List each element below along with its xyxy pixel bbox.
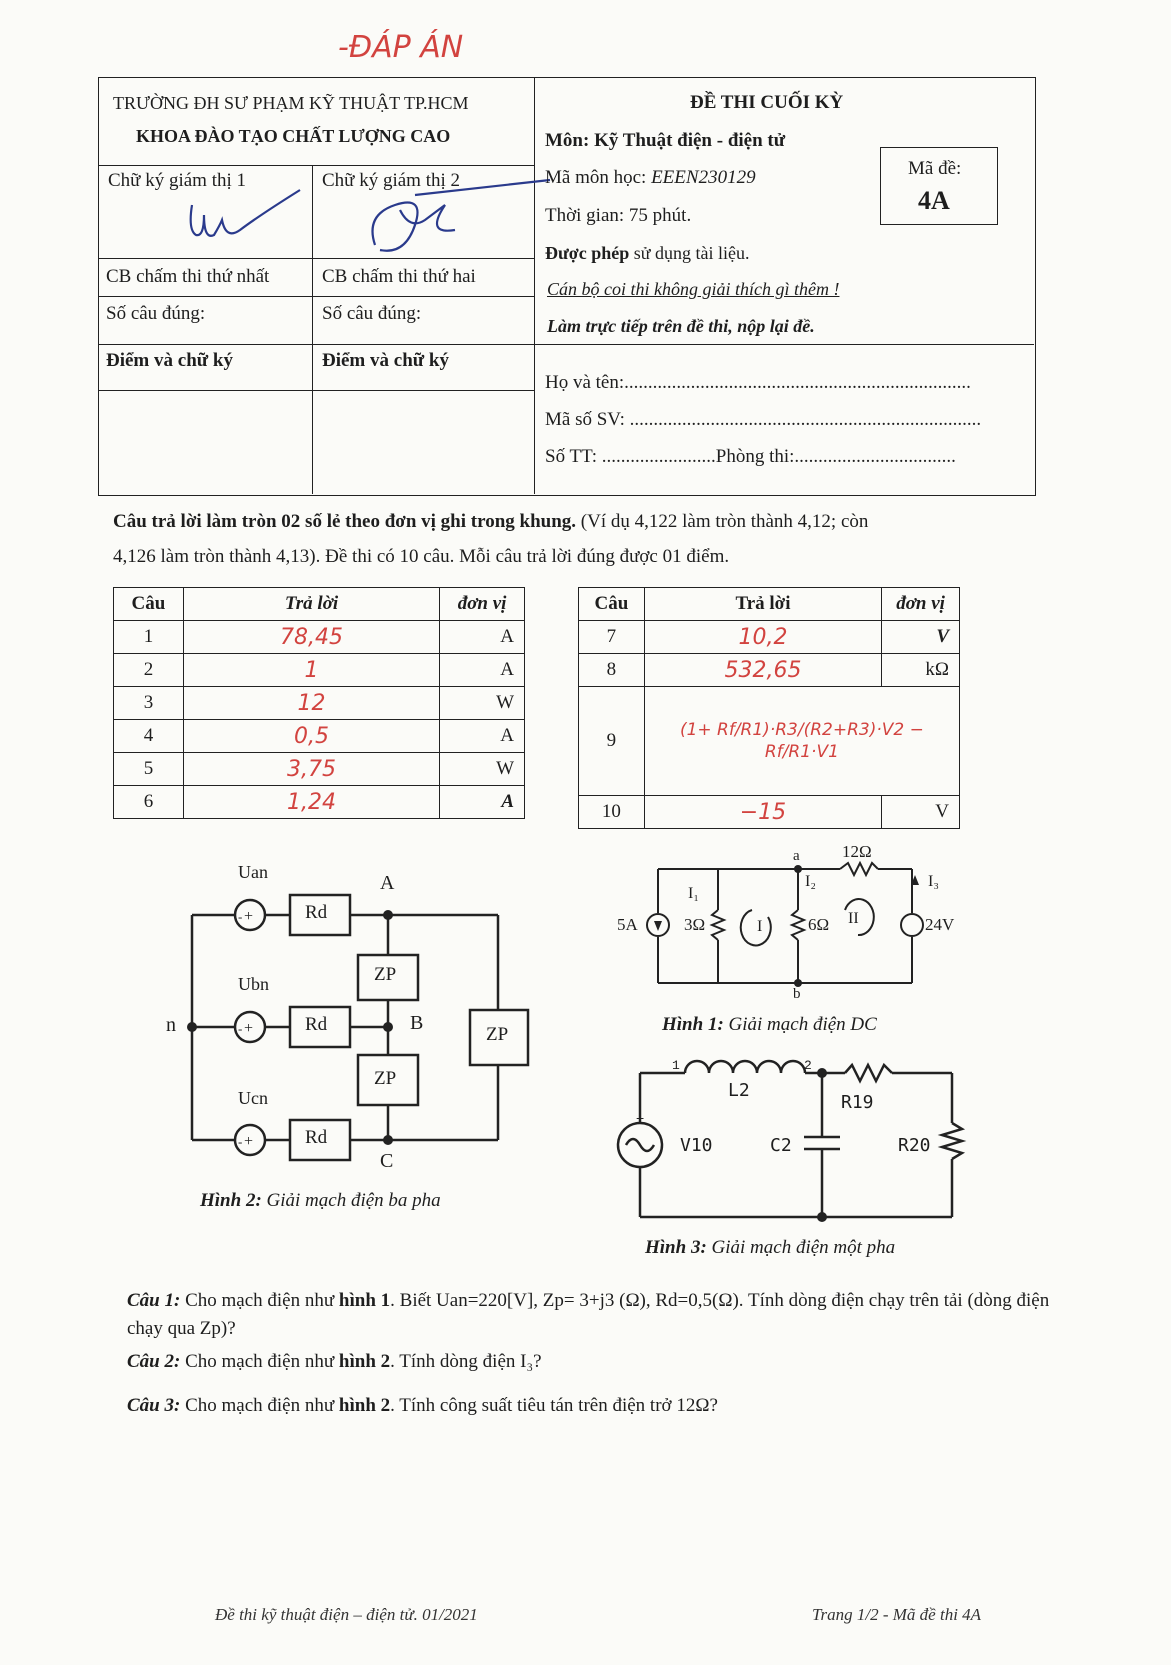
answer-value: 3,75 [183, 753, 439, 786]
q-number: 2 [114, 654, 184, 687]
fig3-node2: 2 [804, 1058, 812, 1073]
footer-left: Đề thi kỹ thuật điện – điện tử. 01/2021 [215, 1605, 478, 1624]
answer-value: 1 [183, 654, 439, 687]
q-number: 8 [579, 654, 645, 687]
fig3-l2: L2 [728, 1080, 750, 1101]
q-number: 3 [114, 687, 184, 720]
exam-code: 4A [918, 186, 950, 215]
proctor1-label: Chữ ký giám thị 1 [108, 170, 247, 191]
col-answer: Trả lời [644, 588, 881, 621]
q-number: 10 [579, 796, 645, 829]
allowed-rest: sử dụng tài liệu. [629, 243, 750, 263]
fig2-caption-text: Giải mạch điện ba pha [261, 1190, 441, 1211]
instructions-line-2: 4,126 làm tròn thành 4,13). Đề thi có 10 câu. Mỗi câu trả lời đúng được 01 điểm. [113, 546, 730, 567]
figure-3-single-phase-circuit [600, 1055, 990, 1235]
table-row [114, 687, 525, 720]
footer-right: Trang 1/2 - Mã đề thi 4A [812, 1605, 982, 1624]
student-name-line: Họ và tên:......................................................................... [545, 372, 971, 393]
answer-key-annotation: -ĐÁP ÁN [338, 30, 464, 65]
fig3-node1: 1 [672, 1058, 680, 1073]
col-question: Câu [114, 588, 184, 621]
question-ref: hình 2 [338, 1351, 391, 1372]
fig2-caption-bold: Hình 2: [200, 1190, 262, 1211]
school-name: TRƯỜNG ĐH SƯ PHẠM KỸ THUẬT TP.HCM [113, 93, 469, 113]
fig1-caption [662, 1014, 877, 1036]
col-unit: đơn vị [440, 588, 525, 621]
faculty-name: KHOA ĐÀO TẠO CHẤT LƯỢNG CAO [136, 126, 451, 146]
table-row [579, 796, 960, 829]
header-divider [534, 77, 535, 494]
fig3-caption [645, 1237, 895, 1259]
fig2-ubn: Ubn [238, 974, 269, 994]
fig2-ucn: Ucn [238, 1088, 268, 1108]
rule [98, 344, 1034, 345]
instructions-rest: (Ví dụ 4,122 làm tròn thành 4,12; còn [576, 511, 869, 532]
q-number: 7 [579, 621, 645, 654]
exam-title: ĐỀ THI CUỐI KỲ [690, 92, 844, 113]
question-1 [127, 1287, 1057, 1343]
table-header-row [579, 588, 960, 621]
fig1-node-b: b [793, 986, 801, 1002]
fig1-node-a: a [793, 848, 800, 864]
proctor2-signature [355, 175, 555, 265]
figure-2-three-phase-circuit [160, 855, 540, 1205]
answer-unit: A [440, 654, 525, 687]
allowed-bold: Được phép [545, 243, 630, 263]
note-2: Làm trực tiếp trên đề thi, nộp lại đề. [547, 316, 815, 336]
table-row [579, 621, 960, 654]
left-column-divider [312, 165, 313, 494]
q-number: 1 [114, 621, 184, 654]
svg-text:-: - [238, 909, 243, 924]
seat-room-line: Số TT: ........................Phòng thi:.................................. [545, 446, 956, 467]
question-text: Cho mạch điện như [180, 1290, 339, 1311]
question-text: Cho mạch điện như [180, 1351, 339, 1372]
table-row [114, 720, 525, 753]
answer-unit: W [440, 687, 525, 720]
answer-formula: (1+ Rf/R1)·R3/(R2+R3)·V2 − Rf/R1·V1 [679, 720, 924, 762]
rule [98, 390, 534, 391]
question-2 [127, 1348, 1057, 1376]
svg-text:+: + [244, 1020, 254, 1037]
score1-label: Điểm và chữ ký [106, 350, 233, 371]
table-row [114, 654, 525, 687]
q-number: 9 [579, 687, 645, 796]
fig1-caption-text: Giải mạch điện DC [723, 1014, 877, 1035]
answer-value: 12 [183, 687, 439, 720]
svg-text:+: + [244, 908, 254, 925]
answer-unit: V [882, 796, 960, 829]
answer-unit: W [440, 753, 525, 786]
grader1-label: CB chấm thi thứ nhất [106, 266, 270, 287]
fig1-loop2: II [848, 910, 859, 927]
question-text: Cho mạch điện như [180, 1395, 339, 1416]
answer-formula-cell [644, 687, 959, 796]
question-rest: . Tính công suất tiêu tán trên điện trở 12Ω? [390, 1395, 718, 1416]
fig1-r3: 3Ω [684, 915, 706, 934]
q-number: 5 [114, 753, 184, 786]
course-code-value: EEEN230129 [651, 167, 756, 188]
table-row [114, 753, 525, 786]
fig2-node-c: C [380, 1150, 394, 1172]
course-code-label: Mã môn học: [545, 167, 652, 188]
answer-value: −15 [644, 796, 881, 829]
answer-value: 0,5 [183, 720, 439, 753]
table-row [579, 687, 960, 796]
fig2-rd-a: Rd [305, 902, 328, 923]
answer-table-left [113, 587, 525, 819]
question-rest: . Tính dòng điện I₃? [390, 1351, 542, 1372]
col-unit: đơn vị [882, 588, 960, 621]
time-line: Thời gian: 75 phút. [545, 205, 692, 226]
note-1: Cán bộ coi thi không giải thích gì thêm ! [547, 279, 840, 299]
fig2-node-n: n [166, 1014, 176, 1036]
student-id-line: Mã số SV: .......................................................................... [545, 409, 982, 430]
svg-text:-: - [238, 1134, 243, 1149]
answer-unit: A [440, 786, 525, 819]
table-row [579, 654, 960, 687]
score2-label: Điểm và chữ ký [322, 350, 449, 371]
answer-unit: kΩ [882, 654, 960, 687]
answer-unit: V [882, 621, 960, 654]
question-label: Câu 3: [127, 1395, 181, 1416]
answer-unit: A [440, 621, 525, 654]
question-ref: hình 2 [338, 1395, 391, 1416]
question-label: Câu 1: [127, 1290, 181, 1311]
fig2-zp-ca: ZP [486, 1024, 509, 1045]
question-3 [127, 1392, 1057, 1420]
fig3-caption-bold: Hình 3: [645, 1237, 707, 1258]
fig2-rd-b: Rd [305, 1014, 328, 1035]
q-number: 4 [114, 720, 184, 753]
svg-text:-: - [238, 1021, 243, 1036]
correct1-label: Số câu đúng: [106, 303, 206, 324]
grader2-label: CB chấm thi thứ hai [322, 266, 476, 287]
col-answer: Trả lời [183, 588, 439, 621]
question-ref: hình 1 [338, 1290, 391, 1311]
answer-value: 1,24 [183, 786, 439, 819]
fig2-caption [200, 1190, 441, 1212]
exam-code-label: Mã đề: [908, 158, 962, 179]
answer-unit: A [440, 720, 525, 753]
answer-value: 78,45 [183, 621, 439, 654]
question-label: Câu 2: [127, 1351, 181, 1372]
fig1-caption-bold: Hình 1: [662, 1014, 724, 1035]
q-number: 6 [114, 786, 184, 819]
fig2-rd-c: Rd [305, 1127, 328, 1148]
fig1-5a: 5A [617, 915, 638, 934]
question-rest: . Biết Uan=220[V], Zp= 3+j3 (Ω), Rd=0,5(Ω). Tính dòng điện chạy trên tải (dòng điện chạy qua Zp)? [127, 1290, 1050, 1339]
correct2-label: Số câu đúng: [322, 303, 422, 324]
col-question: Câu [579, 588, 645, 621]
fig2-node-a: A [380, 872, 395, 894]
fig3-caption-text: Giải mạch điện một pha [706, 1237, 896, 1258]
fig1-loop1: I [757, 918, 763, 935]
allowed-line [545, 243, 750, 264]
instructions-bold: Câu trả lời làm tròn 02 số lẻ theo đơn vị ghi trong khung. [113, 511, 577, 532]
table-row [114, 786, 525, 819]
svg-text:+: + [244, 1133, 254, 1150]
fig1-r12: 12Ω [842, 842, 872, 861]
rule [98, 296, 534, 297]
fig2-zp-ab: ZP [374, 964, 397, 985]
answer-table-right [578, 587, 960, 829]
fig3-r19: R19 [841, 1092, 874, 1113]
proctor2-label: Chữ ký giám thị 2 [322, 170, 461, 191]
instructions-line-1 [113, 511, 868, 533]
fig2-node-b: B [410, 1012, 424, 1034]
svg-text:+: + [636, 1110, 645, 1126]
fig3-c2: C2 [770, 1135, 792, 1156]
proctor1-signature [170, 185, 310, 255]
rule [98, 165, 534, 166]
fig2-uan: Uan [238, 862, 268, 882]
fig3-v10: V10 [680, 1135, 713, 1156]
fig3-r20: R20 [898, 1135, 931, 1156]
course-code-line [545, 167, 756, 189]
subject-line: Môn: Kỹ Thuật điện - điện tử [545, 130, 786, 151]
fig2-zp-bc: ZP [374, 1068, 397, 1089]
fig1-r6: 6Ω [808, 915, 830, 934]
fig1-i2: I₂ [805, 873, 816, 890]
fig1-i1: I₁ [688, 885, 699, 902]
fig1-24v: 24V [925, 915, 955, 934]
answer-value: 10,2 [644, 621, 881, 654]
table-header-row [114, 588, 525, 621]
table-row [114, 621, 525, 654]
answer-value: 532,65 [644, 654, 881, 687]
fig1-i3: I₃ [928, 873, 939, 890]
